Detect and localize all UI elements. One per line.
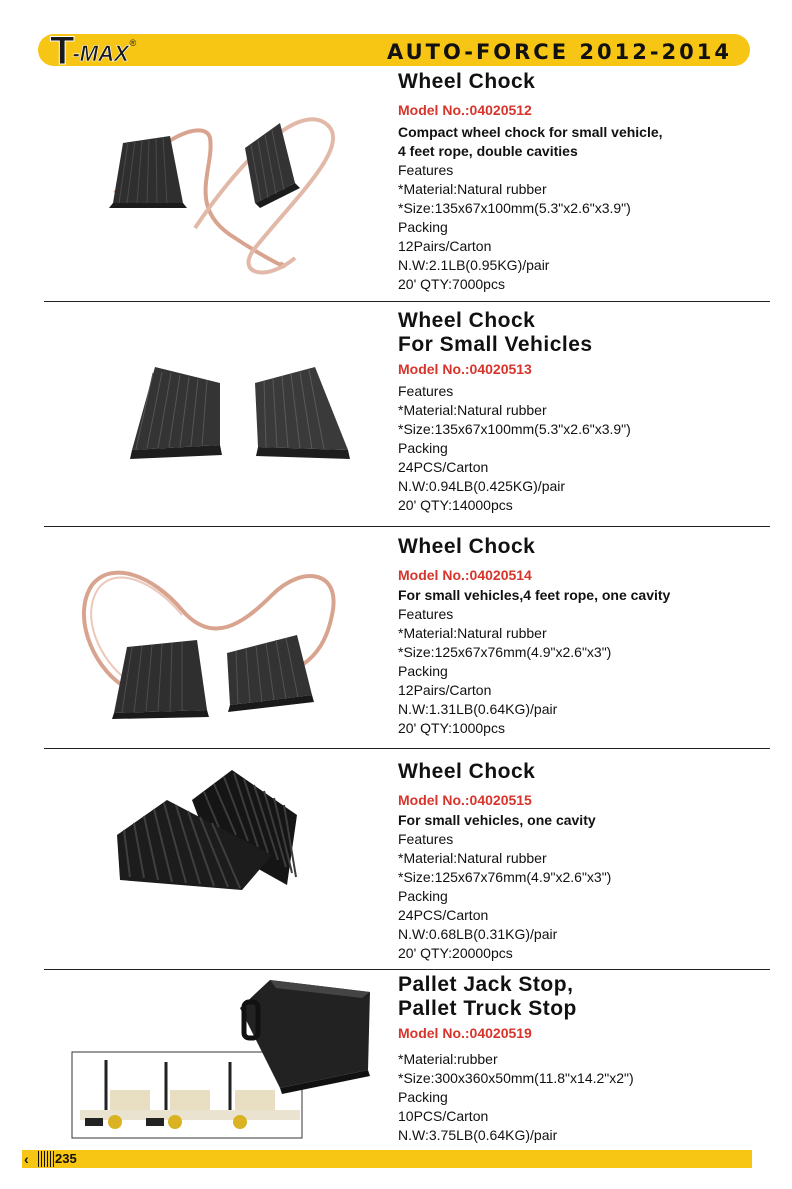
spec-line: Features xyxy=(398,606,454,622)
spec-line: 20' QTY:14000pcs xyxy=(398,497,513,513)
spec-line: *Material:Natural rubber xyxy=(398,402,547,418)
spec-line: *Material:Natural rubber xyxy=(398,181,547,197)
pallet-jack-stop-04020519-image xyxy=(70,970,390,1142)
product-description: 4 feet rope, double cavities xyxy=(398,143,578,159)
spec-line: Packing xyxy=(398,440,448,456)
spec-line: N.W:1.31LB(0.64KG)/pair xyxy=(398,701,558,717)
spec-line: N.W:3.75LB(0.64KG)/pair xyxy=(398,1127,558,1143)
spec-line: *Size:135x67x100mm(5.3"x2.6"x3.9") xyxy=(398,200,631,216)
spec-line: *Size:300x360x50mm(11.8"x14.2"x2") xyxy=(398,1070,634,1086)
spec-line: Packing xyxy=(398,663,448,679)
product-title: Wheel Chock xyxy=(398,309,536,332)
product-description: Compact wheel chock for small vehicle, xyxy=(398,124,663,140)
model-number: Model No.:04020514 xyxy=(398,567,532,583)
spec-line: *Size:125x67x76mm(4.9"x2.6"x3") xyxy=(398,869,612,885)
model-number: Model No.:04020512 xyxy=(398,102,532,118)
logo-t: T xyxy=(50,29,75,73)
section-divider xyxy=(44,748,770,749)
spec-line: 24PCS/Carton xyxy=(398,459,489,475)
wheel-chock-04020515-image xyxy=(112,765,312,890)
model-number: Model No.:04020515 xyxy=(398,792,532,808)
spec-line: 12Pairs/Carton xyxy=(398,238,492,254)
product-title: Wheel Chock xyxy=(398,70,536,93)
spec-line: N.W:0.68LB(0.31KG)/pair xyxy=(398,926,558,942)
product-description: For small vehicles,4 feet rope, one cavity xyxy=(398,587,671,603)
spec-line: 24PCS/Carton xyxy=(398,907,489,923)
spec-line: Features xyxy=(398,162,454,178)
spec-line: Packing xyxy=(398,888,448,904)
wheel-chock-04020512-image xyxy=(95,108,395,298)
product-block xyxy=(398,973,778,1145)
spec-line: *Material:rubber xyxy=(398,1051,498,1067)
spec-line: Packing xyxy=(398,1089,448,1105)
model-number: Model No.:04020513 xyxy=(398,361,532,377)
model-number: Model No.:04020519 xyxy=(398,1025,532,1041)
spec-line: *Material:Natural rubber xyxy=(398,625,547,641)
section-divider xyxy=(44,526,770,527)
spec-line: *Size:125x67x76mm(4.9"x2.6"x3") xyxy=(398,644,612,660)
product-title: Pallet Jack Stop, xyxy=(398,973,574,996)
product-title: For Small Vehicles xyxy=(398,333,593,356)
spec-line: N.W:2.1LB(0.95KG)/pair xyxy=(398,257,550,273)
spec-line: *Material:Natural rubber xyxy=(398,850,547,866)
catalog-title: AUTO-FORCE 2012-2014 xyxy=(387,40,732,64)
product-block xyxy=(398,760,778,963)
product-block xyxy=(398,309,778,515)
spec-line: Features xyxy=(398,383,454,399)
product-block xyxy=(398,70,778,294)
spec-line: Features xyxy=(398,831,454,847)
spec-line: 20' QTY:20000pcs xyxy=(398,945,513,961)
logo-wordmark: -MAX xyxy=(72,41,129,66)
product-block xyxy=(398,535,778,738)
tmax-logo xyxy=(50,29,137,73)
spec-line: 20' QTY:7000pcs xyxy=(398,276,505,292)
product-title: Pallet Truck Stop xyxy=(398,997,577,1020)
page-number: 235 xyxy=(55,1151,77,1166)
spec-line: 12Pairs/Carton xyxy=(398,682,492,698)
spec-line: 20' QTY:1000pcs xyxy=(398,720,505,736)
wheel-chock-04020514-image xyxy=(72,555,362,720)
product-title: Wheel Chock xyxy=(398,535,536,558)
spec-line: *Size:135x67x100mm(5.3"x2.6"x3.9") xyxy=(398,421,631,437)
footer-bar xyxy=(22,1150,752,1168)
product-description: For small vehicles, one cavity xyxy=(398,812,596,828)
product-title: Wheel Chock xyxy=(398,760,536,783)
spec-line: Packing xyxy=(398,219,448,235)
chevron-left-icon: ‹ xyxy=(24,1151,29,1167)
spec-line: 10PCS/Carton xyxy=(398,1108,489,1124)
stripes-icon xyxy=(38,1151,54,1167)
spec-line: N.W:0.94LB(0.425KG)/pair xyxy=(398,478,566,494)
section-divider xyxy=(44,301,770,302)
logo-registered-mark: ® xyxy=(129,38,137,48)
wheel-chock-04020513-image xyxy=(120,355,360,470)
